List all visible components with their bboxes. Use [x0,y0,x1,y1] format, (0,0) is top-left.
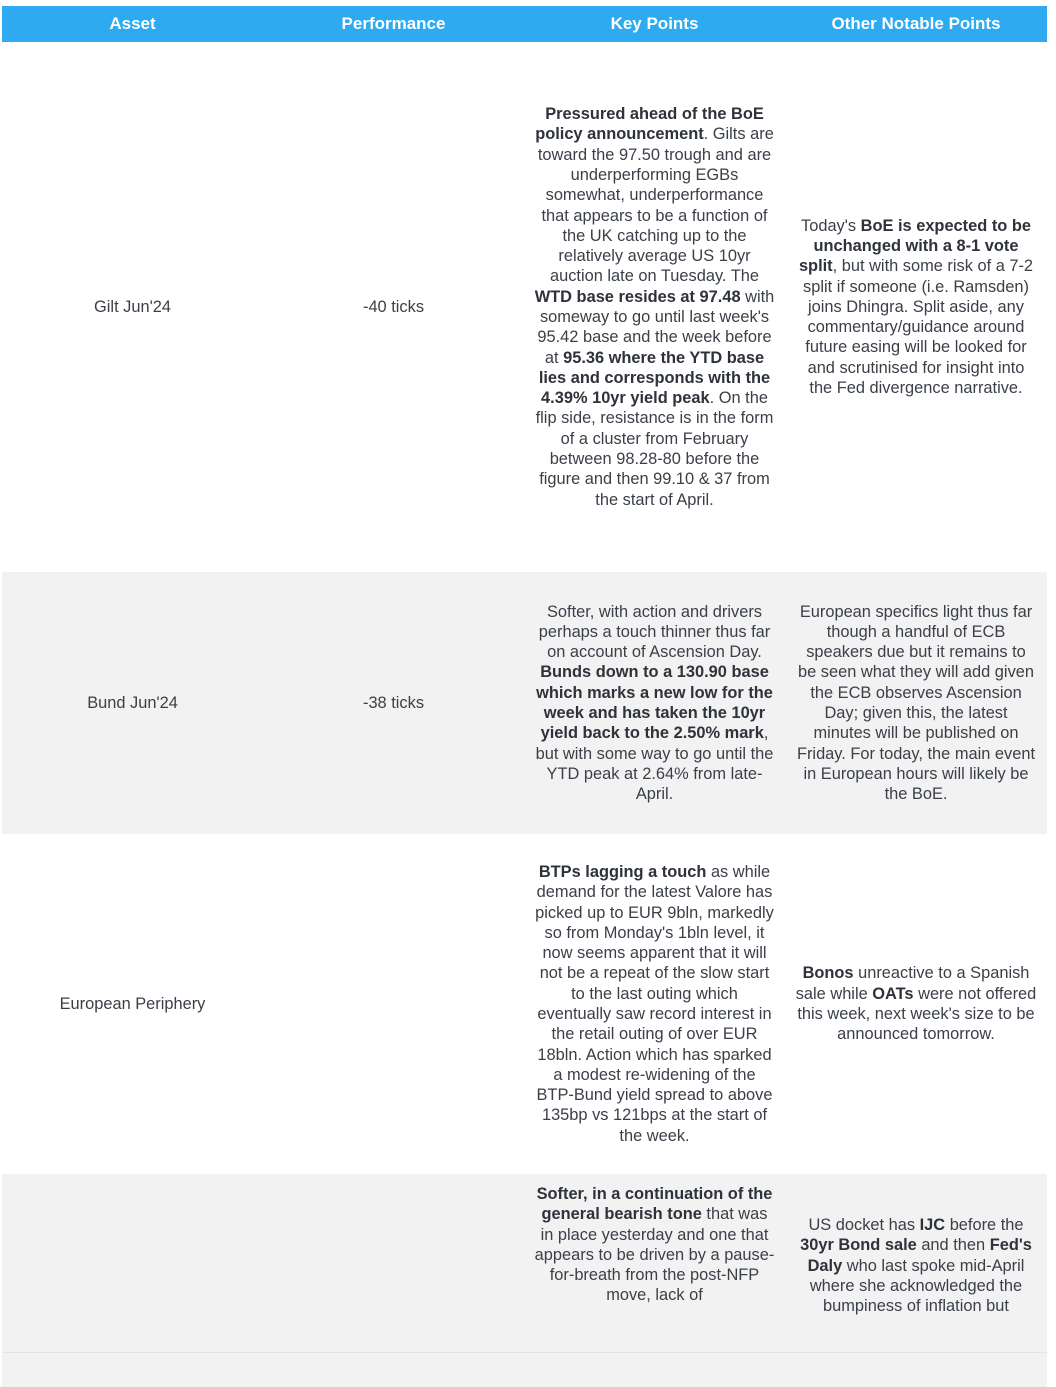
text: US docket has [808,1216,920,1234]
table-row [2,834,1047,1174]
text: before the [945,1216,1024,1234]
divider [2,1352,1047,1353]
bold-text: 95.36 where the YTD base lies and corresponds with the 4.39% 10yr yield peak [538,348,771,408]
header-asset: Asset [2,6,263,42]
bold-text: WTD base resides at 97.48 [534,287,741,306]
asset-cell: Bund Jun'24 [2,572,263,834]
asset-cell: Gilt Jun'24 [94,297,171,316]
bold-text: Fed's Daly [807,1236,1032,1275]
performance-cell [263,834,524,1174]
text: who last spoke mid-April where she acknowledged the bumpiness of inflation but [809,1256,1025,1316]
table-header-row [2,6,1047,42]
bold-text: Pressured ahead of the BoE policy announcement [535,105,764,144]
text: with someway to go until last week's 95.42 base and the week before at [537,287,775,367]
bold-text: 30yr Bond sale [800,1236,917,1255]
text: as while demand for the latest Valore has picked up to EUR 9bln, markedly so from Monday's 1bln level, it now seems apparent that it will not be a repeat of the slow start to the last outing which eventually saw record interest in the retail outing of over EUR 18bln. Action which has sparked a modest re-widening of the BTP-Bund yield spread to above 135bp vs 121bps at the start of the week. [535,862,774,1145]
text: . Gilts are toward the 97.50 trough and are underperforming EGBs somewhat, underperformance that appears to be a function of the UK catching up to the relatively average US 10yr auction late on Tuesday. The [537,125,774,286]
table-row [2,1174,1047,1387]
key-points-cell [524,572,785,834]
key-points-cell [524,42,785,572]
header-performance: Performance [263,6,524,42]
bold-text: BoE is expected to be unchanged with a 8-1 vote split [798,216,1031,276]
performance-cell [263,1174,524,1387]
text: , but with some way to go until the YTD peak at 2.64% from late-April. [535,724,774,804]
key-points-cell [524,834,785,1174]
bold-text: Softer, in a continuation of the general bearish tone [536,1185,773,1224]
table-row [2,572,1047,834]
text: that was in place yesterday and one that appears to be driven by a pause-for-breath from the post-NFP move, lack of [534,1205,775,1305]
header-other-notable-points: Other Notable Points [785,6,1047,42]
bold-text: BTPs lagging a touch [538,862,707,881]
asset-cell: European Periphery [59,994,206,1013]
text: unreactive to a Spanish sale while [795,964,1030,1003]
bold-text: OATs [872,984,914,1003]
other-points-cell [785,572,1047,834]
bold-text: Bonos [802,964,854,983]
performance-cell: -40 ticks [362,297,425,316]
text: Softer, with action and drivers perhaps a touch thinner thus far on account of Ascension Day. [538,602,771,662]
text: were not offered this week, next week's size to be announced tomorrow. [797,984,1037,1044]
text: and then [916,1236,990,1255]
header-key-points: Key Points [524,6,785,42]
text: Today's [801,216,861,235]
text: , but with some risk of a 7-2 split if someone (i.e. Ramsden) joins Dhingra. Split aside, any commentary/guidance around future easing will be looked for and scrutinised for insight into the Fed divergence narrative. [803,257,1034,398]
market-table [2,6,1047,1387]
other-points-cell [785,1174,1047,1387]
bold-text: IJC [919,1216,946,1234]
bold-text: Bunds down to a 130.90 base which marks a new low for the week and has taken the 10yr yield back to the 2.50% mark [536,663,773,743]
text: European specifics light thus far though a handful of ECB speakers due but it remains to be seen what they will add given the ECB observes Ascension Day; given this, the latest minutes will be published on Friday. For today, the main event in European hours will likely be the BoE. [796,602,1036,804]
text: . On the flip side, resistance is in the form of a cluster from February between 98.28-80 before the figure and then 99.10 & 37 from the start of April. [535,389,774,509]
other-points-cell [785,42,1047,572]
table-row [2,42,1047,572]
asset-cell [2,1174,263,1387]
performance-cell: -38 ticks [263,572,524,834]
key-points-cell [524,1174,785,1387]
other-points-cell [785,834,1047,1174]
